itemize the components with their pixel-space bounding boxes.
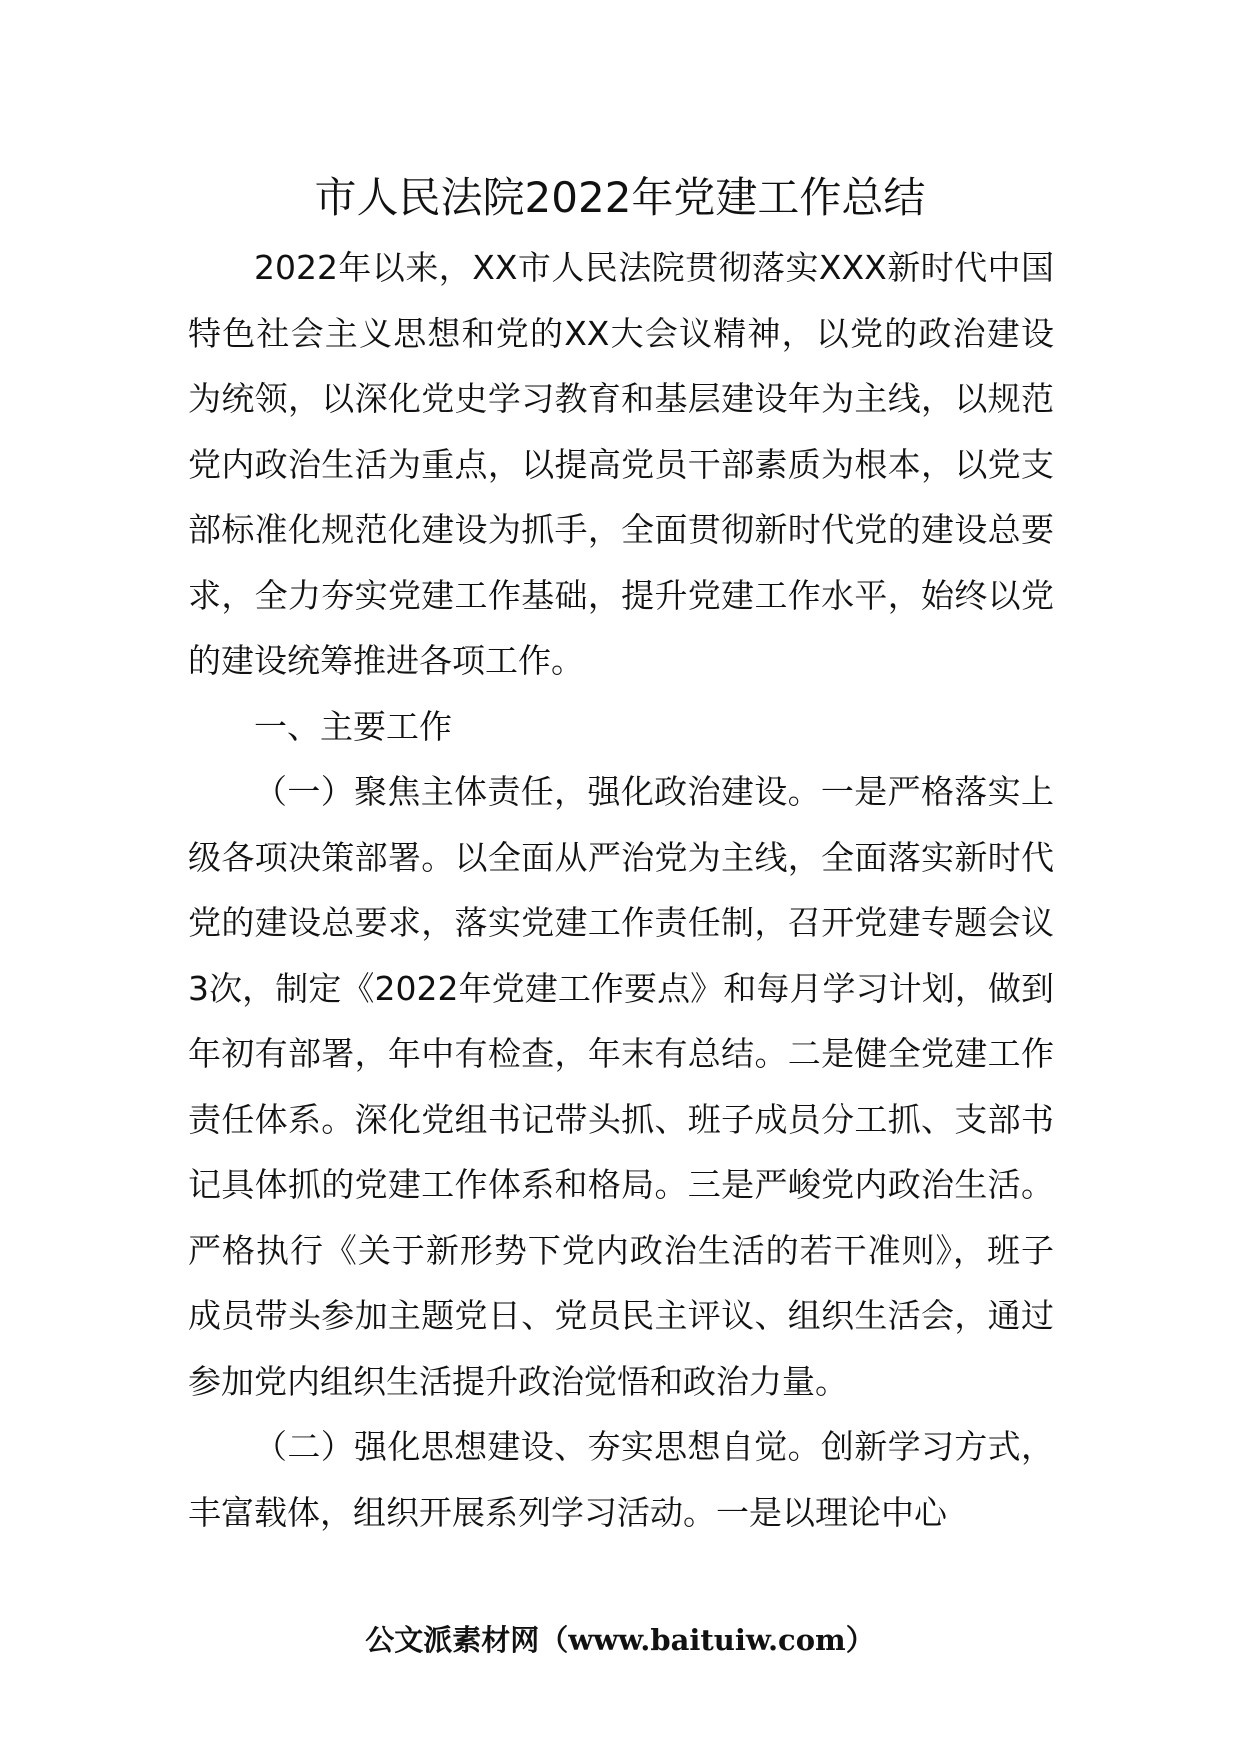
paragraph-intro: 2022年以来，XX市人民法院贯彻落实XXX新时代中国特色社会主义思想和党的XX大会议精神，以党的政治建设为统领，以深化党史学习教育和基层建设年为主线，以规范党内政治生活为重点，以提高党员干部素质为根本，以党支部标准化规范化建设为抓手，全面贯彻新时代党的建设总要求，全力夯实党建工作基础，提升党建工作水平，始终以党的建设统筹推进各项工作。 [188, 248, 1054, 680]
paragraph-ideological-building: （二）强化思想建设、夯实思想自觉。创新学习方式，丰富载体，组织开展系列学习活动。一是以理论中心 [188, 1427, 1054, 1532]
footer-watermark: 公文派素材网（www.baituiw.com） [365, 1623, 875, 1657]
section-heading-main-work: 一、主要工作 [254, 706, 452, 746]
document-body [188, 235, 1054, 1545]
paragraph-political-building: （一）聚焦主体责任，强化政治建设。一是严格落实上级各项决策部署。以全面从严治党为主线，全面落实新时代党的建设总要求，落实党建工作责任制，召开党建专题会议3次，制定《2022年党建工作要点》和每月学习计划，做到年初有部署，年中有检查，年末有总结。二是健全党建工作责任体系。深化党组书记带头抓、班子成员分工抓、支部书记具体抓的党建工作体系和格局。三是严峻党内政治生活。严格执行《关于新形势下党内政治生活的若干准则》，班子成员带头参加主题党日、党员民主评议、组织生活会，通过参加党内组织生活提升政治觉悟和政治力量。 [188, 772, 1054, 1401]
document-title: 市人民法院2022年党建工作总结 [314, 173, 926, 222]
